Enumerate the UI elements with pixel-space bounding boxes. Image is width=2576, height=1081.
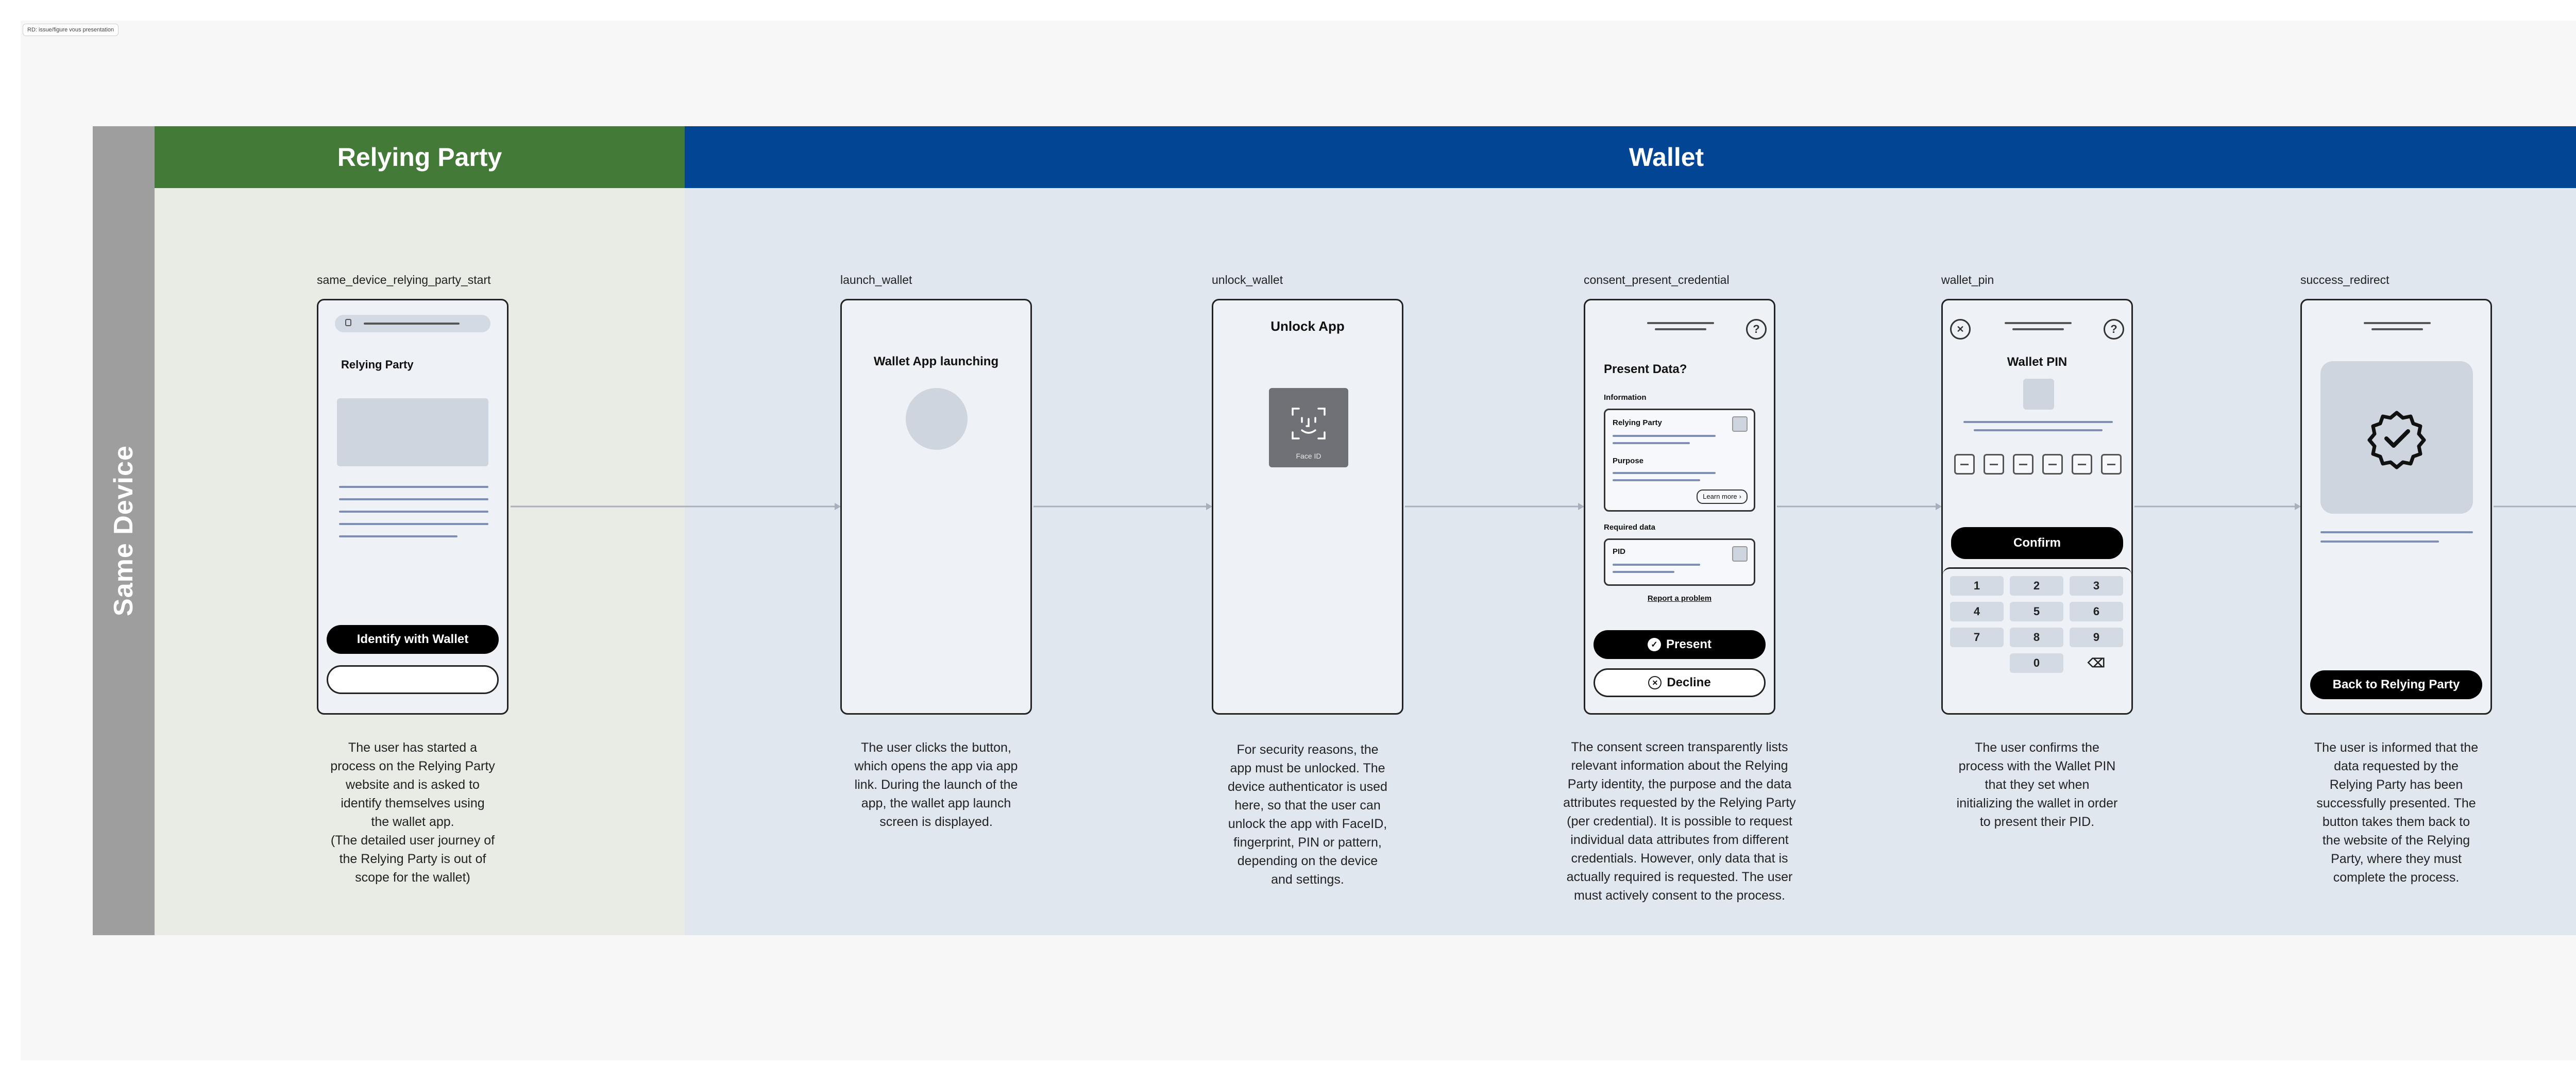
verified-badge-icon [2320, 361, 2473, 514]
lane-header-wallet: Wallet [685, 126, 2576, 188]
lock-icon [345, 319, 351, 326]
present-label: Present [1666, 637, 1712, 651]
pid-card[interactable] [1604, 538, 1755, 586]
pin-digit-4[interactable] [2042, 454, 2063, 475]
step-label-consent: consent_present_credential [1584, 273, 1730, 286]
step-label-unlock-wallet: unlock_wallet [1212, 273, 1283, 286]
wallet-logo-placeholder [2023, 379, 2054, 410]
pin-title: Wallet PIN [2007, 355, 2067, 369]
decline-label: Decline [1667, 675, 1711, 689]
pin-digit-5[interactable] [2072, 454, 2092, 475]
key-8[interactable]: 8 [2010, 628, 2063, 647]
key-1[interactable]: 1 [1950, 576, 2004, 596]
help-icon[interactable]: ? [2104, 319, 2124, 340]
key-3[interactable]: 3 [2070, 576, 2123, 596]
key-7[interactable]: 7 [1950, 628, 2004, 647]
document-tag: RD: issue/figure vous presentation [23, 24, 118, 36]
learn-more-label: Learn more [1703, 493, 1737, 500]
pin-keypad [1943, 567, 2131, 713]
report-problem-link[interactable]: Report a problem [1647, 594, 1712, 603]
rp-logo-placeholder [1732, 416, 1748, 432]
browser-url-bar [335, 315, 490, 332]
lane-header-relying-party-left: Relying Party [155, 126, 685, 188]
backspace-icon[interactable]: ⌫ [2088, 656, 2105, 670]
secondary-button[interactable] [327, 665, 499, 694]
step-description-wallet-pin: The user confirms the process with the Wallet PIN that they set when initializing the wallet in order to present their PID. [1956, 740, 2118, 829]
phone-rp-start [317, 299, 509, 715]
key-4[interactable]: 4 [1950, 602, 2004, 621]
identify-with-wallet-button[interactable]: Identify with Wallet [327, 625, 499, 654]
key-2[interactable]: 2 [2010, 576, 2063, 596]
key-5[interactable]: 5 [2010, 602, 2063, 621]
phone-unlock-wallet [1212, 299, 1403, 715]
step-description-launch-wallet: The user clicks the button, which opens the app via app link. During the launch of the app, the wallet app launch screen is displayed. [854, 740, 1018, 829]
back-to-relying-party-button[interactable]: Back to Relying Party [2310, 670, 2482, 699]
pin-digit-6[interactable] [2101, 454, 2122, 475]
face-id-prompt[interactable] [1269, 388, 1348, 467]
decline-button[interactable] [1594, 668, 1766, 697]
rp-label: Relying Party [1613, 418, 1662, 427]
step-label-wallet-pin: wallet_pin [1941, 273, 1994, 286]
learn-more-button[interactable] [1697, 489, 1748, 504]
close-circle-icon: ✕ [1648, 676, 1662, 689]
side-label-text: Same Device [109, 445, 139, 616]
chevron-right-icon: › [1739, 493, 1741, 500]
phone-wallet-pin [1941, 299, 2133, 715]
pin-digit-1[interactable] [1954, 454, 1975, 475]
required-data-heading: Required data [1604, 523, 1656, 532]
key-6[interactable]: 6 [2070, 602, 2123, 621]
pin-digit-3[interactable] [2013, 454, 2033, 475]
consent-title: Present Data? [1604, 362, 1687, 376]
step-description-success-redirect: The user is informed that the data requested by the Relying Party has been successfully presented. The button takes them back to the website of the Relying Party, where they must complete the process. [2314, 740, 2479, 885]
step-description-rp-start: The user has started a process on the Relying Party website and is asked to identify themselves using the wallet app. (The detailed user journey of the Relying Party is out of scope for the wallet) [330, 740, 495, 885]
information-heading: Information [1604, 393, 1647, 402]
pin-digit-2[interactable] [1984, 454, 2004, 475]
phone-success-redirect [2300, 299, 2492, 715]
app-logo-placeholder [906, 388, 968, 450]
pid-label: PID [1613, 547, 1626, 556]
pid-checkbox[interactable] [1732, 546, 1748, 562]
face-id-label: Face ID [1296, 452, 1321, 460]
help-icon[interactable]: ? [1746, 319, 1767, 340]
present-button[interactable] [1594, 630, 1766, 659]
image-placeholder [337, 398, 488, 466]
key-9[interactable]: 9 [2070, 628, 2123, 647]
success-illustration [2320, 361, 2473, 514]
step-label-launch-wallet: launch_wallet [840, 273, 912, 286]
step-label-rp-start: same_device_relying_party_start [317, 273, 491, 286]
unlock-title: Unlock App [1270, 318, 1345, 334]
information-card [1604, 409, 1755, 512]
phone-launch-wallet [840, 299, 1032, 715]
step-description-unlock-wallet: For security reasons, the app must be unlocked. The device authenticator is used here, so that the user can unlock the app with FaceID, fingerprint, PIN or pattern, depending on the device and settings. [1228, 742, 1387, 887]
confirm-button[interactable]: Confirm [1951, 527, 2123, 559]
close-icon[interactable]: ✕ [1950, 319, 1971, 340]
step-label-success-redirect: success_redirect [2300, 273, 2389, 286]
check-circle-icon: ✓ [1648, 638, 1661, 651]
rp-site-title: Relying Party [341, 358, 414, 371]
phone-consent [1584, 299, 1775, 715]
launch-title: Wallet App launching [873, 354, 999, 368]
key-0[interactable]: 0 [2010, 653, 2063, 673]
step-description-consent: The consent screen transparently lists relevant information about the Relying Party identity, the purpose and the data attributes requested by the Relying Party (per credential). It is possible to request individual data attributes from different credentials. However, only data that is actually required is requested. The user must actively consent to the process. [1563, 740, 1796, 903]
purpose-label: Purpose [1613, 457, 1644, 465]
